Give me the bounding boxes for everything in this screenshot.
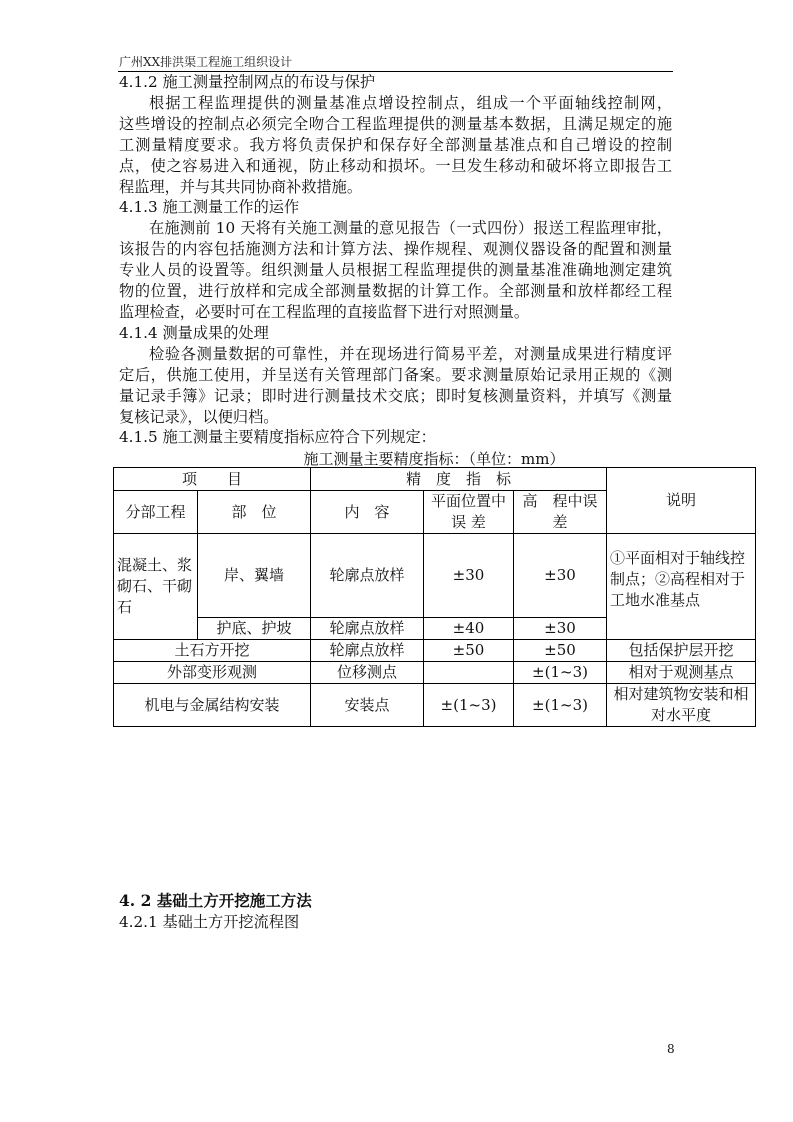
cell-plane: ±30	[424, 534, 514, 618]
cell-division: 混凝土、浆砌石、干砌石	[114, 534, 198, 640]
paragraph-line: 点，使之容易进入和通视，防止移动和损坏。一旦发生移动和破坏将立即报告工	[119, 156, 672, 175]
cell-content: 轮廓点放样	[311, 640, 424, 662]
header-note: 说明	[607, 468, 756, 534]
section-heading: 4.1.5 施工测量主要精度指标应符合下列规定：	[119, 428, 436, 447]
cell-note: 相对建筑物安装和相对水平度	[607, 684, 756, 727]
paragraph-line: 该报告的内容包括施测方法和计算方法、操作规程、观测仪器设备的配置和测量	[119, 240, 672, 259]
precision-table	[113, 467, 756, 727]
cell-item: 外部变形观测	[114, 662, 311, 684]
section-heading: 4.1.2 施工测量控制网点的布设与保护	[119, 73, 376, 91]
table-caption: 施工测量主要精度指标：（单位：mm）	[303, 450, 565, 468]
cell-note: ①平面相对于轴线控制点；②高程相对于工地水准基点	[607, 534, 756, 640]
paragraph-line: 物的位置，进行放样和完成全部测量数据的计算工作。全部测量和放样都经工程	[119, 282, 672, 301]
table-row	[114, 534, 756, 618]
header-content: 内 容	[311, 491, 424, 534]
cell-part: 护底、护坡	[198, 618, 311, 640]
header-part: 部 位	[198, 491, 311, 534]
cell-elev: ±(1~3)	[514, 684, 607, 727]
cell-content: 位移测点	[311, 662, 424, 684]
cell-plane: ±50	[424, 640, 514, 662]
cell-item: 土石方开挖	[114, 640, 311, 662]
cell-plane	[424, 662, 514, 684]
cell-part: 岸、翼墙	[198, 534, 311, 618]
table-row	[114, 640, 756, 662]
paragraph-line: 监理检查，必要时可在工程监理的直接监督下进行对照测量。	[119, 302, 530, 321]
running-header: 广州XX排洪渠工程施工组织设计	[119, 55, 293, 69]
cell-item: 机电与金属结构安装	[114, 684, 311, 727]
cell-plane: ±40	[424, 618, 514, 640]
paragraph-line: 量记录手簿》记录；即时进行测量技术交底；即时复核测量资料，并填写《测量	[119, 386, 672, 405]
cell-content: 轮廓点放样	[311, 618, 424, 640]
header-elev: 高 程中误差	[514, 491, 607, 534]
header-plane: 平面位置中 误 差	[424, 491, 514, 534]
paragraph-line: 程监理，并与其共同协商补救措施。	[119, 177, 362, 196]
section-heading: 4.1.4 测量成果的处理	[119, 323, 269, 342]
paragraph-line: 检验各测量数据的可靠性，并在现场进行简易平差，对测量成果进行精度评	[149, 344, 672, 363]
section-4-2-heading: 4. 2 基础土方开挖施工方法	[119, 891, 312, 910]
page-number: 8	[667, 1042, 675, 1056]
header-division: 分部工程	[114, 491, 198, 534]
cell-content: 轮廓点放样	[311, 534, 424, 618]
table-row	[114, 684, 756, 727]
cell-elev: ±30	[514, 618, 607, 640]
paragraph-line: 这些增设的控制点必须完全吻合工程监理提供的测量基本数据，且满足规定的施	[119, 114, 672, 133]
cell-content: 安装点	[311, 684, 424, 727]
cell-elev: ±30	[514, 534, 607, 618]
header-precision: 精 度 指 标	[311, 468, 607, 491]
paragraph-line: 根据工程监理提供的测量基准点增设控制点，组成一个平面轴线控制网，	[149, 93, 672, 112]
paragraph-line: 定后，供施工使用，并呈送有关管理部门备案。要求测量原始记录用正规的《测	[119, 365, 672, 384]
cell-plane: ±(1~3)	[424, 684, 514, 727]
paragraph-line: 工测量精度要求。我方将负责保护和保存好全部测量基准点和自己增设的控制	[119, 135, 672, 154]
cell-note: 相对于观测基点	[607, 662, 756, 684]
header-project: 项 目	[114, 468, 311, 491]
paragraph-line: 复核记录》，以便归档。	[119, 407, 279, 426]
cell-elev: ±50	[514, 640, 607, 662]
section-heading: 4.1.3 施工测量工作的运作	[119, 198, 300, 217]
section-4-2-1-heading: 4.2.1 基础土方开挖流程图	[119, 913, 300, 931]
paragraph-line: 专业人员的设置等。组织测量人员根据工程监理提供的测量基准准确地测定建筑	[119, 261, 672, 280]
cell-note: 包括保护层开挖	[607, 640, 756, 662]
document-body	[119, 72, 672, 448]
paragraph-line: 在施测前 10 天将有关施工测量的意见报告（一式四份）报送工程监理审批，	[149, 219, 672, 238]
cell-elev: ±(1~3)	[514, 662, 607, 684]
table-row	[114, 662, 756, 684]
